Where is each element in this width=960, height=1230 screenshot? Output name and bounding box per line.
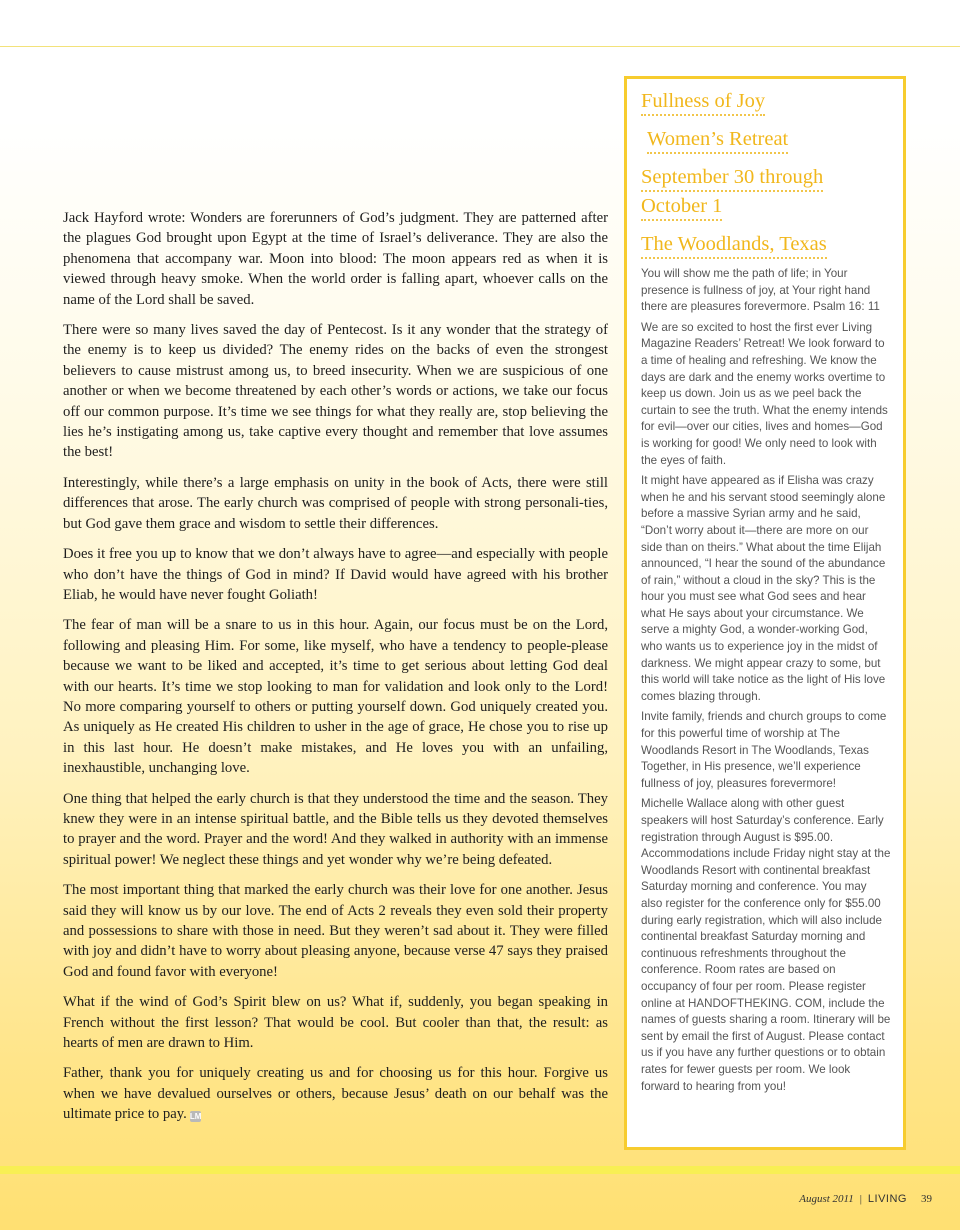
article-paragraph: The fear of man will be a snare to us in this hour. Again, our focus must be on the Lord, following and pleasing Him. For some, like myself, who have a tendency to people-please because we want to be liked and accepted, it’s time to get serious about letting God deal with our hearts. It’s time we stop looking to man for validation and look only to the Lord! No more comparing yourself to others or putting yourself down. God uniquely created you. As uniquely as He created His children to usher in the age of grace, He chose you to rise up in this last hour. He doesn’t make mistakes, and He loves you with an unfailing, inexhaustible, unchanging love. [63,617,608,777]
footer-magazine: LIVING [867,1193,907,1205]
sidebar-heading-dates: September 30 through [641,165,891,192]
closing-prayer: Father, thank you for uniquely creating us and for choosing us for this hour. Forgive us when we have devalued ourselves or others, because Jesus’ death on our behalf was the ultimate price to pay. [63,1065,608,1123]
end-mark-icon: LM [189,1112,202,1122]
footer-separator: | [859,1193,862,1205]
sidebar-paragraph: Invite family, friends and church groups to come for this powerful time of worship at The Woodlands Resort in The Woodlands, Texas Together, in His presence, we’ll experience fullness of joy, pleasures forevermore! [641,710,887,790]
article-paragraph: What if the wind of God’s Spirit blew on us? What if, suddenly, you began speaking in French without the first lesson? That would be cool. But cooler than that, the result: as hearts of men are drawn to Him. [63,994,608,1052]
bottom-band [0,1166,960,1174]
sidebar-heading-title: Fullness of Joy [641,89,891,116]
sidebar-paragraph: We are so excited to host the first ever Living Magazine Readers’ Retreat! We look forward to a time of healing and refreshing. We know the days are dark and the enemy works overtime to keep us down. Join us as we peel back the curtain to see the truth. What the enemy intends for evil—over our cities, lives and homes—God is working for good! We only need to look with the eyes of faith. [641,320,888,467]
retreat-sidebar [624,76,906,1150]
top-rule [0,46,960,47]
article-paragraph: Does it free you up to know that we don’t always have to agree—and especially with people who don’t have the things of God in mind? If David would have agreed with his brother Eliab, he would have never fought Goliath! [63,546,608,603]
sidebar-heading-dates-end: October 1 [641,194,891,221]
article-paragraph: One thing that helped the early church is that they understood the time and the season. They knew they were in an intense spiritual battle, and the Bible tells us they devoted themselves to prayer and the word. Prayer and the word! And they walked in authority with an immense spiritual power! We neglect these things and yet wonder why we’re being defeated. [63,790,608,868]
article-paragraph: Interestingly, while there’s a large emphasis on unity in the book of Acts, there were still differences that arose. The early church was comprised of people with strong personali-ties, but God gave them grace and wisdom to settle their differences. [63,474,608,532]
sidebar-paragraph: Michelle Wallace along with other guest speakers will host Saturday’s conference. Early registration through August is $95.00. Accommodations include Friday night stay at the Woodlands Resort with continental breakfast Saturday morning and conference. You may also register for the conference only for $55.00 during early registration, which will also include continental breakfast Saturday morning and continuous refreshments throughout the conference. Room rates are based on occupancy of four per room. Please register online at HANDOFTHEKING. COM, include the names of guests sharing a room. Itinerary will be sent by email the first of August. Please contact us if you have any further questions or to obtain rates for fewer guests per room. We look forward to hearing from you! [641,797,891,1093]
article-paragraph: There were so many lives saved the day of Pentecost. Is it any wonder that the strategy of the enemy is to keep us divided? The enemy rides on the backs of even the strongest believers to cause mistrust among us, to breed insecurity. When we are suspicious of one another or when we become threatened by each other’s words or actions, we take our focus off our common purpose. It’s time we see things for what they really are, stop believing the lies he’s instigating among us, take captive every thought and remember that love assumes the best! [63,322,608,461]
sidebar-paragraph: It might have appeared as if Elisha was crazy when he and his servant stood seemingly alone before a massive Syrian army and he said, “Don’t worry about it—there are more on our side than on theirs.” What about the time Elijah announced, “I hear the sound of the abundance of rain,” without a cloud in the sky? This is the hour you must see what God sees and hear what He says about your circumstance. We serve a mighty God, a wonder-working God, who wants us to experience joy in the midst of darkness. We might appear crazy to some, but this world will take notice as the light of His love comes blazing through. [641,474,886,703]
article-paragraph: The most important thing that marked the early church was their love for one another. Jesus said they will know us by our love. The end of Acts 2 reveals they even sold their property and possessions to share with those in need. But they weren’t sad about it. They were filled with joy and didn’t have to worry about pleasing anyone, because verse 47 says they praised God and found favor with everyone! [63,882,608,980]
sidebar-body [641,266,891,1095]
page-footer [799,1193,932,1205]
page-number: 39 [921,1193,932,1205]
footer-date: August 2011 [799,1193,854,1205]
sidebar-heading-event: Women’s Retreat [641,127,891,154]
sidebar-scripture: You will show me the path of life; in Your presence is fullness of joy, at Your right hand there are pleasures forevermore. Psalm 16: 11 [641,267,880,314]
article-paragraph-last [63,1063,608,1124]
sidebar-heading-location: The Woodlands, Texas [641,232,891,259]
article-paragraph: Jack Hayford wrote: Wonders are forerunners of God’s judgment. They are patterned after the plagues God brought upon Egypt at the time of Israel’s deliverance. They are also the phenomena that accompany war. Moon into blood: The moon appears red as when it is viewed through heavy smoke. When the world order is falling apart, whoever calls on the name of the Lord shall be saved. [63,210,608,308]
article-body [63,208,608,1135]
